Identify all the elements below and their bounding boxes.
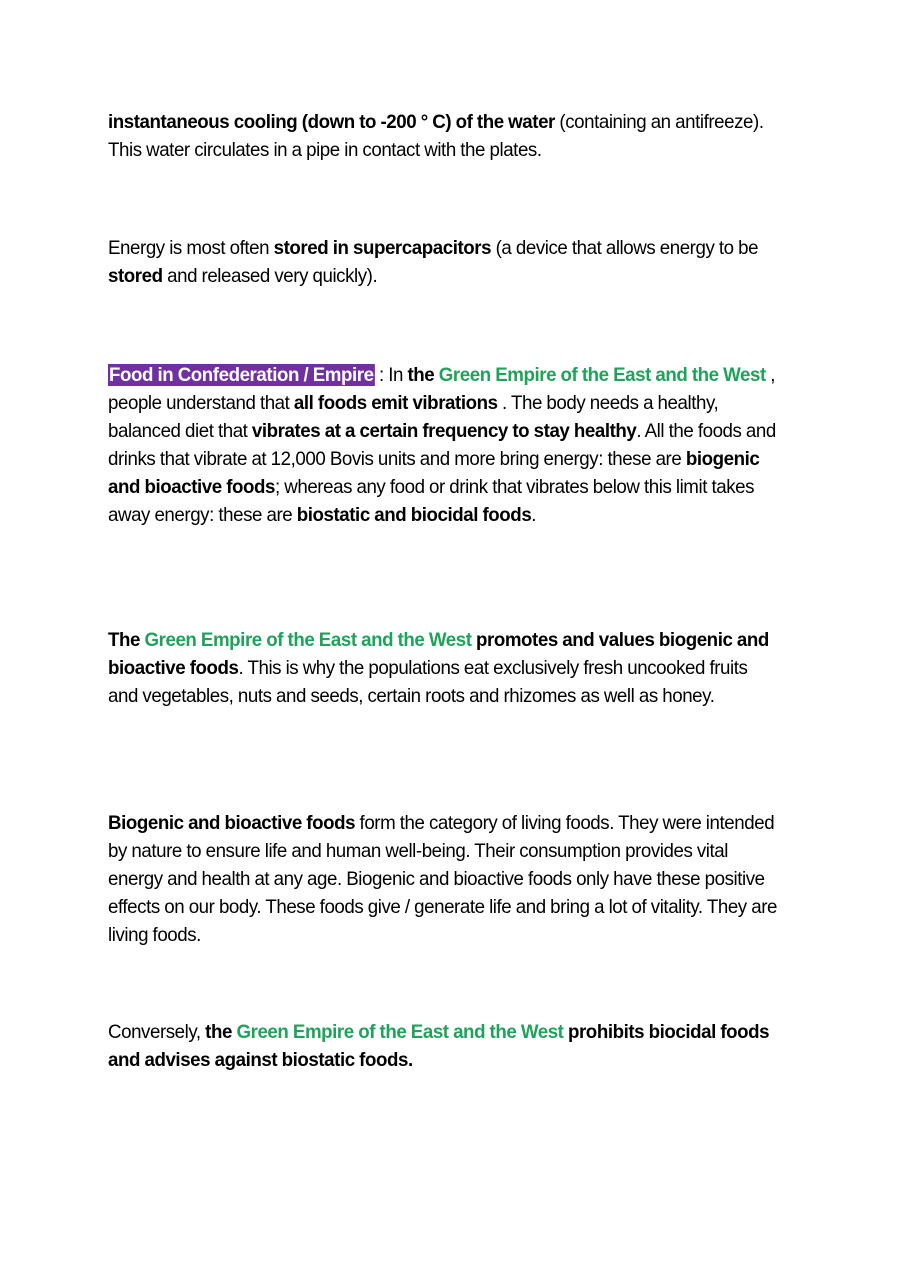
paragraph-prohibits: [108, 1018, 780, 1074]
paragraph-living-foods: [108, 809, 780, 949]
body-text: (containing an antifreeze). This water circulates in a pipe in contact with the plates.: [108, 111, 764, 161]
bold-text: biostatic and biocidal foods: [296, 504, 532, 526]
empire-name: Green Empire of the East and the West: [438, 364, 766, 386]
body-text: , people understand that: [108, 364, 776, 414]
bold-text: the: [407, 364, 435, 386]
body-text: ; whereas any food or drink that vibrates below this limit takes away energy: these are: [108, 476, 755, 526]
paragraph-empire-promotes: [108, 626, 780, 710]
body-text: . This is why the populations eat exclusively fresh uncooked fruits and vegetables, nuts and seeds, certain roots and rhizomes as well as honey.: [108, 657, 748, 707]
bold-text: biogenic and bioactive foods: [108, 448, 760, 498]
body-text: .: [531, 504, 537, 526]
body-text: . All the foods and drinks that vibrate at 12,000 Bovis units and more bring energy: these are: [108, 420, 776, 470]
bold-text: all foods emit vibrations: [293, 392, 498, 414]
bold-text: prohibits biocidal foods and advises against biostatic foods.: [108, 1021, 770, 1071]
bold-text: vibrates at a certain frequency to stay healthy: [251, 420, 637, 442]
body-text: and released very quickly).: [162, 265, 378, 287]
bold-text: the: [205, 1021, 237, 1043]
body-text: form the category of living foods. They were intended by nature to ensure life and human well-being. Their consumption provides vital energy and health at any age. Biogenic and bioactive foods only have these positive effects on our body. These foods give / generate life and bring a lot of vitality. They are living foods.: [108, 812, 777, 946]
paragraph-food-vibrations: [108, 361, 780, 529]
bold-text: stored in supercapacitors: [273, 237, 492, 259]
bold-text: stored: [108, 265, 163, 287]
empire-name: Green Empire of the East and the West: [144, 629, 472, 651]
body-text: : In: [374, 364, 408, 386]
bold-text: instantaneous cooling (down to -200 ° C) of the water: [108, 111, 555, 133]
bold-text: promotes and values biogenic and bioactive foods: [108, 629, 769, 679]
paragraph-cooling: [108, 108, 780, 164]
body-text: Conversely,: [108, 1021, 206, 1043]
body-text: . The body needs a healthy, balanced diet that: [108, 392, 719, 442]
empire-name: Green Empire of the East and the West: [236, 1021, 564, 1043]
bold-text: The: [108, 629, 145, 651]
body-text: (a device that allows energy to be: [491, 237, 759, 259]
body-text: Energy is most often: [108, 237, 274, 259]
paragraph-energy-storage: [108, 234, 780, 290]
section-heading-highlight: Food in Confederation / Empire: [108, 364, 374, 386]
bold-text: Biogenic and bioactive foods: [108, 812, 356, 834]
